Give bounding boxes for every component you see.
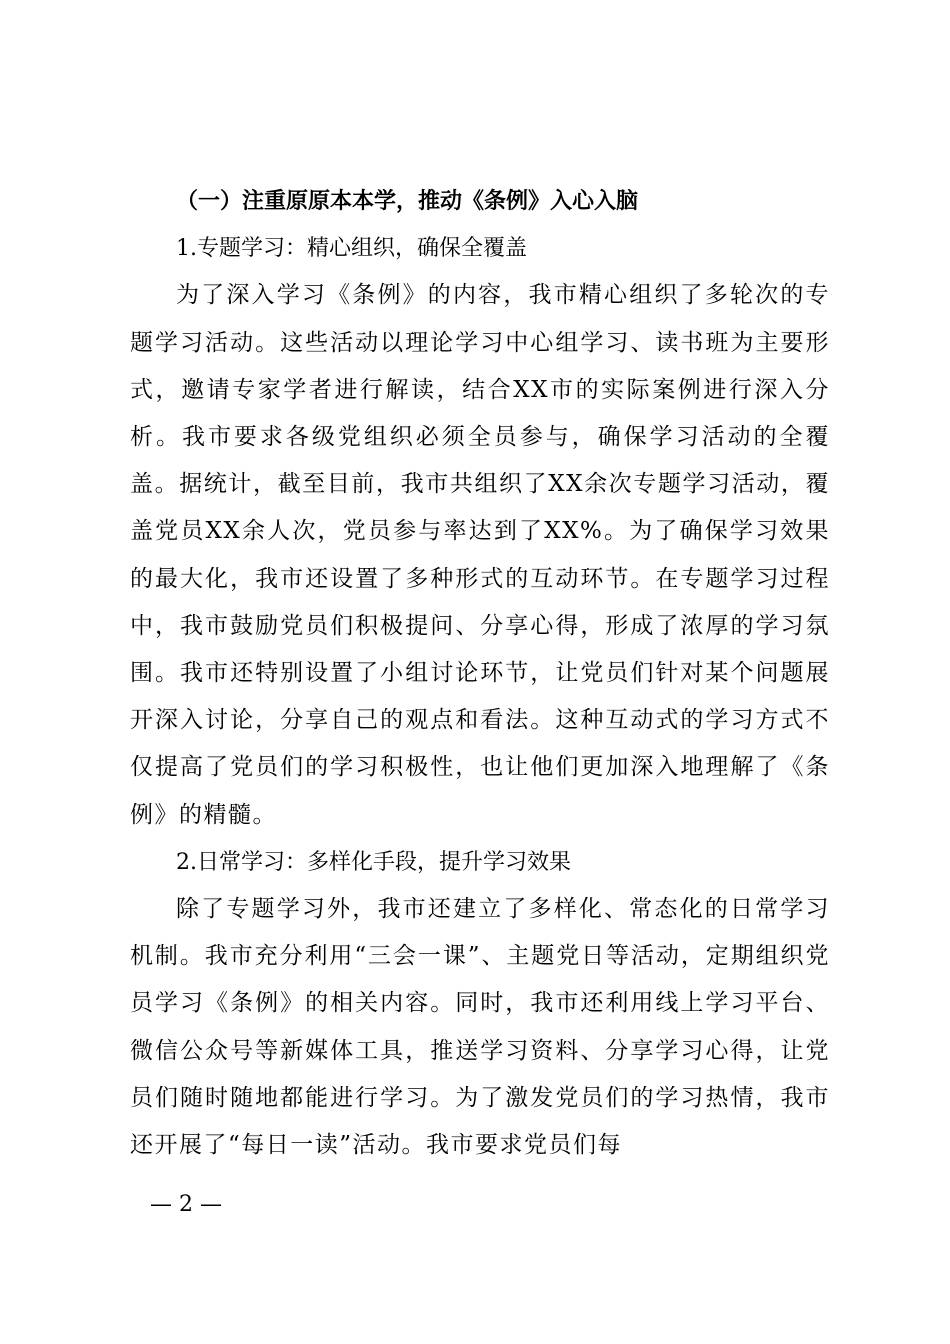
paragraph-1: 为了深入学习《条例》的内容，我市精心组织了多轮次的专题学习活动。这些活动以理论学习中心组学习、读书班为主要形式，邀请专家学者进行解读，结合XX市的实际案例进行深入分析。我市要求各级党组织必须全员参与，确保学习活动的全覆盖。据统计，截至目前，我市共组织了XX余次专题学习活动，覆盖党员XX余人次，党员参与率达到了XX%。为了确保学习效果的最大化，我市还设置了多种形式的互动环节。在专题学习过程中，我市鼓励党员们积极提问、分享心得，形成了浓厚的学习氛围。我市还特别设置了小组讨论环节，让党员们针对某个问题展开深入讨论，分享自己的观点和看法。这种互动式的学习方式不仅提高了党员们的学习积极性，也让他们更加深入地理解了《条例》的精髓。 <box>130 282 830 828</box>
page-number: — 2 — <box>150 1192 222 1217</box>
paragraph-2: 除了专题学习外，我市还建立了多样化、常态化的日常学习机制。我市充分利用“三会一课”、主题党日等活动，定期组织党员学习《条例》的相关内容。同时，我市还利用线上学习平台、微信公众号等新媒体工具，推送学习资料、分享学习心得，让党员们随时随地都能进行学习。为了激发党员们的学习热情，我市还开展了“每日一读”活动。我市要求党员们每 <box>130 896 830 1159</box>
subsection-title-2: 2.日常学习：多样化手段，提升学习效果 <box>176 849 571 875</box>
document-body <box>130 178 830 1169</box>
subsection-title-1: 1.专题学习：精心组织，确保全覆盖 <box>176 236 527 262</box>
section-heading: （一）注重原原本本学，推动《条例》入心入脑 <box>176 189 639 214</box>
